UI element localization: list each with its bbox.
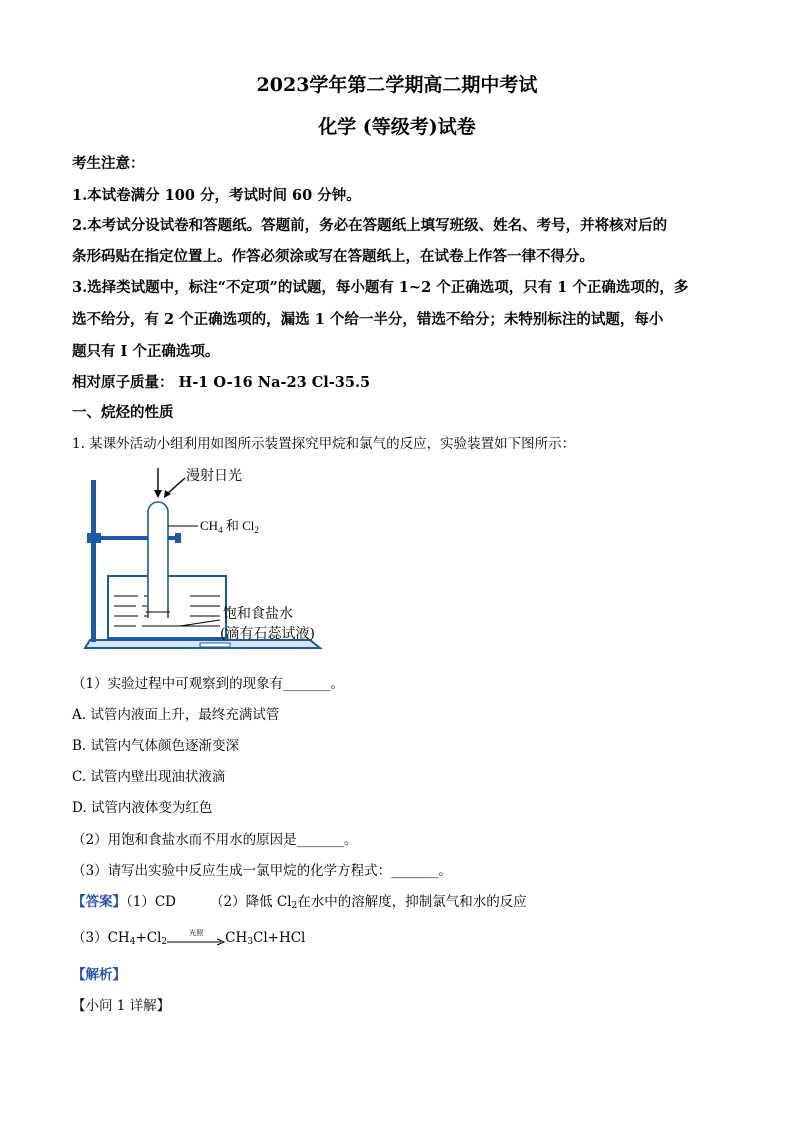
reaction-arrow: 光照: [167, 932, 225, 946]
notes-heading: 考生注意：: [72, 155, 145, 172]
option-d: D. 试管内液体变为红色: [72, 800, 213, 816]
clamp-block: [87, 533, 101, 543]
detail-tag: 【小问 1 详解】: [72, 998, 171, 1014]
answer-3-line: $(3)CH_4+Cl_2$ 光照 $CH_3Cl+HCl$: [72, 928, 306, 947]
sub-question-2: （2）用饱和食盐水而不用水的原因是_______。: [72, 832, 358, 848]
answer-line: 【答案】（1）CD （2）降低 $Cl_2$在水中的溶解度，抑制氯气和水的反应: [72, 894, 527, 911]
answer-tag: 【答案】: [72, 894, 126, 910]
question-1-stem: 1. 某课外活动小组利用如图所示装置探究甲烷和氯气的反应，实验装置如下图所示：: [72, 436, 576, 452]
answer-2-pre: （2）降低 Cl: [210, 894, 292, 910]
light-label: 漫射日光: [186, 468, 242, 484]
answer-2-post: 在水中的溶解度，抑制氯气和水的反应: [297, 894, 527, 910]
atomic-mass: 相对原子质量： H-1 O-16 Na-23 Cl-35.5: [72, 374, 371, 391]
liquid-label-1: 饱和食盐水: [223, 606, 293, 622]
option-c: C. 试管内壁出现油状液滴: [72, 769, 226, 785]
note-3a: 3.选择类试题中，标注“不定项”的试题，每小题有 1~2 个正确选项，只有 1 个正确选项的，多: [72, 279, 689, 296]
liquid-label-2: (滴有石蕊试液): [220, 626, 315, 642]
note-2b: 条形码贴在指定位置上。作答必须涂或写在答题纸上，在试卷上作答一律不得分。: [72, 248, 594, 265]
option-a: A. 试管内液面上升，最终充满试管: [72, 707, 280, 723]
section-title: 一、烷烃的性质: [72, 404, 174, 421]
exam-title: 2023学年第二学期高二期中考试: [256, 74, 538, 96]
note-2a: 2.本考试分设试卷和答题纸。答题前，务必在答题纸上填写班级、姓名、考号，并将核对后的: [72, 217, 668, 234]
sub-question-3: （3）请写出实验中反应生成一氯甲烷的化学方程式：_______。: [72, 863, 452, 879]
note-1: 1.本试卷满分 100 分，考试时间 60 分钟。: [72, 187, 361, 204]
test-tube: [148, 502, 168, 618]
option-b: B. 试管内气体颜色逐渐变深: [72, 738, 240, 754]
sub-question-1: （1）实验过程中可观察到的现象有_______。: [72, 676, 344, 692]
answer-1: （1）CD: [126, 894, 176, 910]
note-3b: 选不给分，有 2 个正确选项的，漏选 1 个给一半分，错选不给分；未特别标注的试题，每小: [72, 311, 664, 328]
gas-label: $CH_4$ 和 $Cl_2$: [200, 518, 259, 535]
analysis-tag: 【解析】: [72, 967, 126, 983]
exam-subtitle: 化学 (等级考)试卷: [318, 116, 476, 138]
apparatus-figure: [80, 460, 340, 660]
stand-rod: [91, 480, 96, 642]
note-3c: 题只有 I 个正确选项。: [72, 343, 220, 360]
